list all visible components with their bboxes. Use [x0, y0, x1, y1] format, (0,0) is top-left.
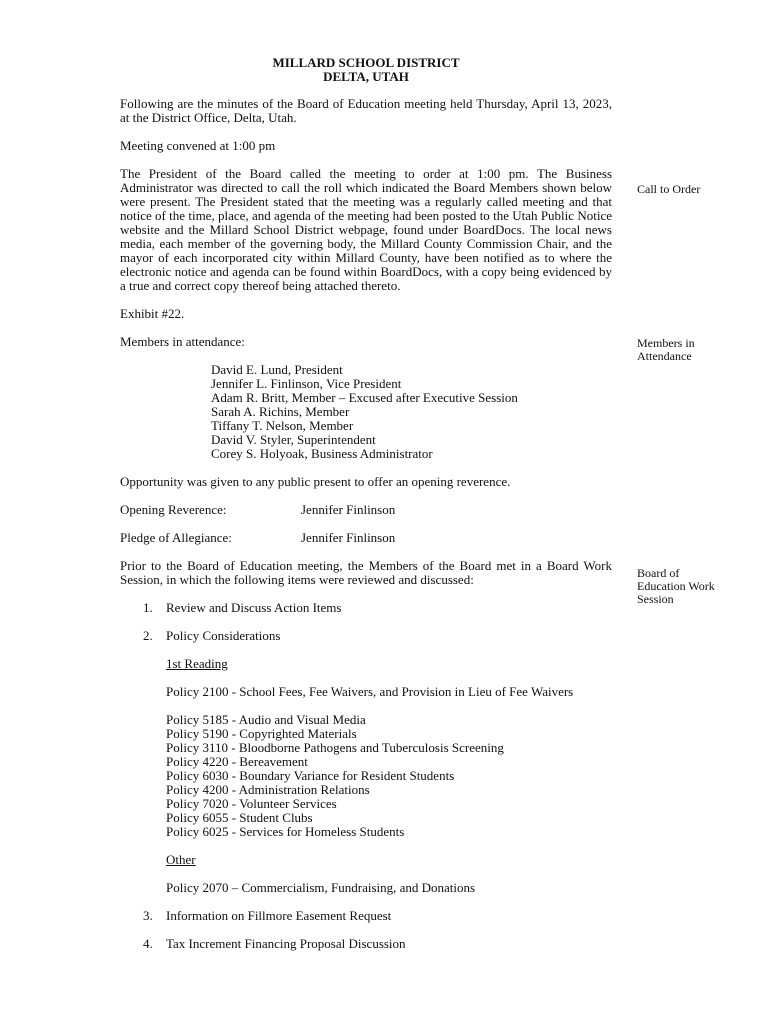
policy-list-item: Policy 4200 - Administration Relations: [166, 782, 370, 797]
opening-reverence-label: Opening Reverence:: [120, 502, 227, 517]
member-list-item: Sarah A. Richins, Member: [211, 404, 350, 419]
side-label-work-session-line1: Board of: [637, 566, 680, 580]
policy-list-item: Policy 3110 - Bloodborne Pathogens and Tuberculosis Screening: [166, 740, 504, 755]
call-to-order-paragraph: The President of the Board called the meeting to order at 1:00 pm. The Business Administrator was directed to call the roll which indicated the Board Members shown below were present. The President stated that the meeting was a regularly called meeting and that notice of the time, place, and agenda of the meeting had been posted to the Utah Public Notice website and the Millard School District webpage, found under BoardDocs. The local news media, each member of the governing body, the Millard County Commission Chair, and the mayor of each incorporated city within Millard County, have been notified as to where the electronic notice and agenda can be found within BoardDocs, with a copy being evidenced by a true and correct copy thereof being attached thereto.: [120, 166, 612, 293]
policy-list-item: Policy 6030 - Boundary Variance for Resident Students: [166, 768, 455, 783]
opening-reverence-name: Jennifer Finlinson: [301, 502, 396, 517]
policy-list-item: Policy 2100 - School Fees, Fee Waivers, and Provision in Lieu of Fee Waivers: [166, 684, 574, 699]
district-title: MILLARD SCHOOL DISTRICT: [272, 55, 460, 70]
side-label-members-line2: Attendance: [637, 349, 692, 363]
work-session-intro: Prior to the Board of Education meeting, the Members of the Board met in a Board Work Session, in which the following items were reviewed and discussed:: [120, 558, 612, 587]
policy-list-item: Policy 5190 - Copyrighted Materials: [166, 726, 357, 741]
policy-list-item: Policy 6055 - Student Clubs: [166, 810, 313, 825]
member-list-item: Corey S. Holyoak, Business Administrator: [211, 446, 433, 461]
policy-list-item: Policy 5185 - Audio and Visual Media: [166, 712, 366, 727]
agenda-item-number: 1.: [143, 600, 153, 615]
side-label-work-session-line3: Session: [637, 592, 674, 606]
exhibit-reference: Exhibit #22.: [120, 306, 185, 321]
side-label-members-line1: Members in: [637, 336, 695, 350]
policy-list-item: Policy 2070 – Commercialism, Fundraising, and Donations: [166, 880, 476, 895]
policy-list-item: Policy 7020 - Volunteer Services: [166, 796, 337, 811]
pledge-name: Jennifer Finlinson: [301, 530, 396, 545]
opportunity-statement: Opportunity was given to any public present to offer an opening reverence.: [120, 474, 511, 489]
side-label-call-to-order: Call to Order: [637, 182, 701, 196]
agenda-item-text: Review and Discuss Action Items: [166, 600, 342, 615]
agenda-item-text: Policy Considerations: [166, 628, 281, 643]
agenda-item-number: 3.: [143, 908, 153, 923]
side-label-work-session-line2: Education Work: [637, 579, 715, 593]
agenda-item-number: 4.: [143, 936, 153, 951]
attendance-heading: Members in attendance:: [120, 334, 245, 349]
intro-paragraph: Following are the minutes of the Board of Education meeting held Thursday, April 13, 2023, at the District Office, Delta, Utah.: [120, 96, 612, 125]
policy-list-item: Policy 4220 - Bereavement: [166, 754, 308, 769]
agenda-item-number: 2.: [143, 628, 153, 643]
member-list-item: David V. Styler, Superintendent: [211, 432, 376, 447]
first-reading-heading: 1st Reading: [166, 656, 228, 671]
district-location: DELTA, UTAH: [323, 69, 409, 84]
other-heading: Other: [166, 852, 196, 867]
agenda-item-text: Tax Increment Financing Proposal Discussion: [166, 936, 406, 951]
pledge-label: Pledge of Allegiance:: [120, 530, 232, 545]
member-list-item: David E. Lund, President: [211, 362, 343, 377]
agenda-item-text: Information on Fillmore Easement Request: [166, 908, 392, 923]
member-list-item: Tiffany T. Nelson, Member: [211, 418, 354, 433]
member-list-item: Adam R. Britt, Member – Excused after Executive Session: [211, 390, 518, 405]
policy-list-item: Policy 6025 - Services for Homeless Students: [166, 824, 405, 839]
member-list-item: Jennifer L. Finlinson, Vice President: [211, 376, 402, 391]
meeting-convened: Meeting convened at 1:00 pm: [120, 138, 276, 153]
